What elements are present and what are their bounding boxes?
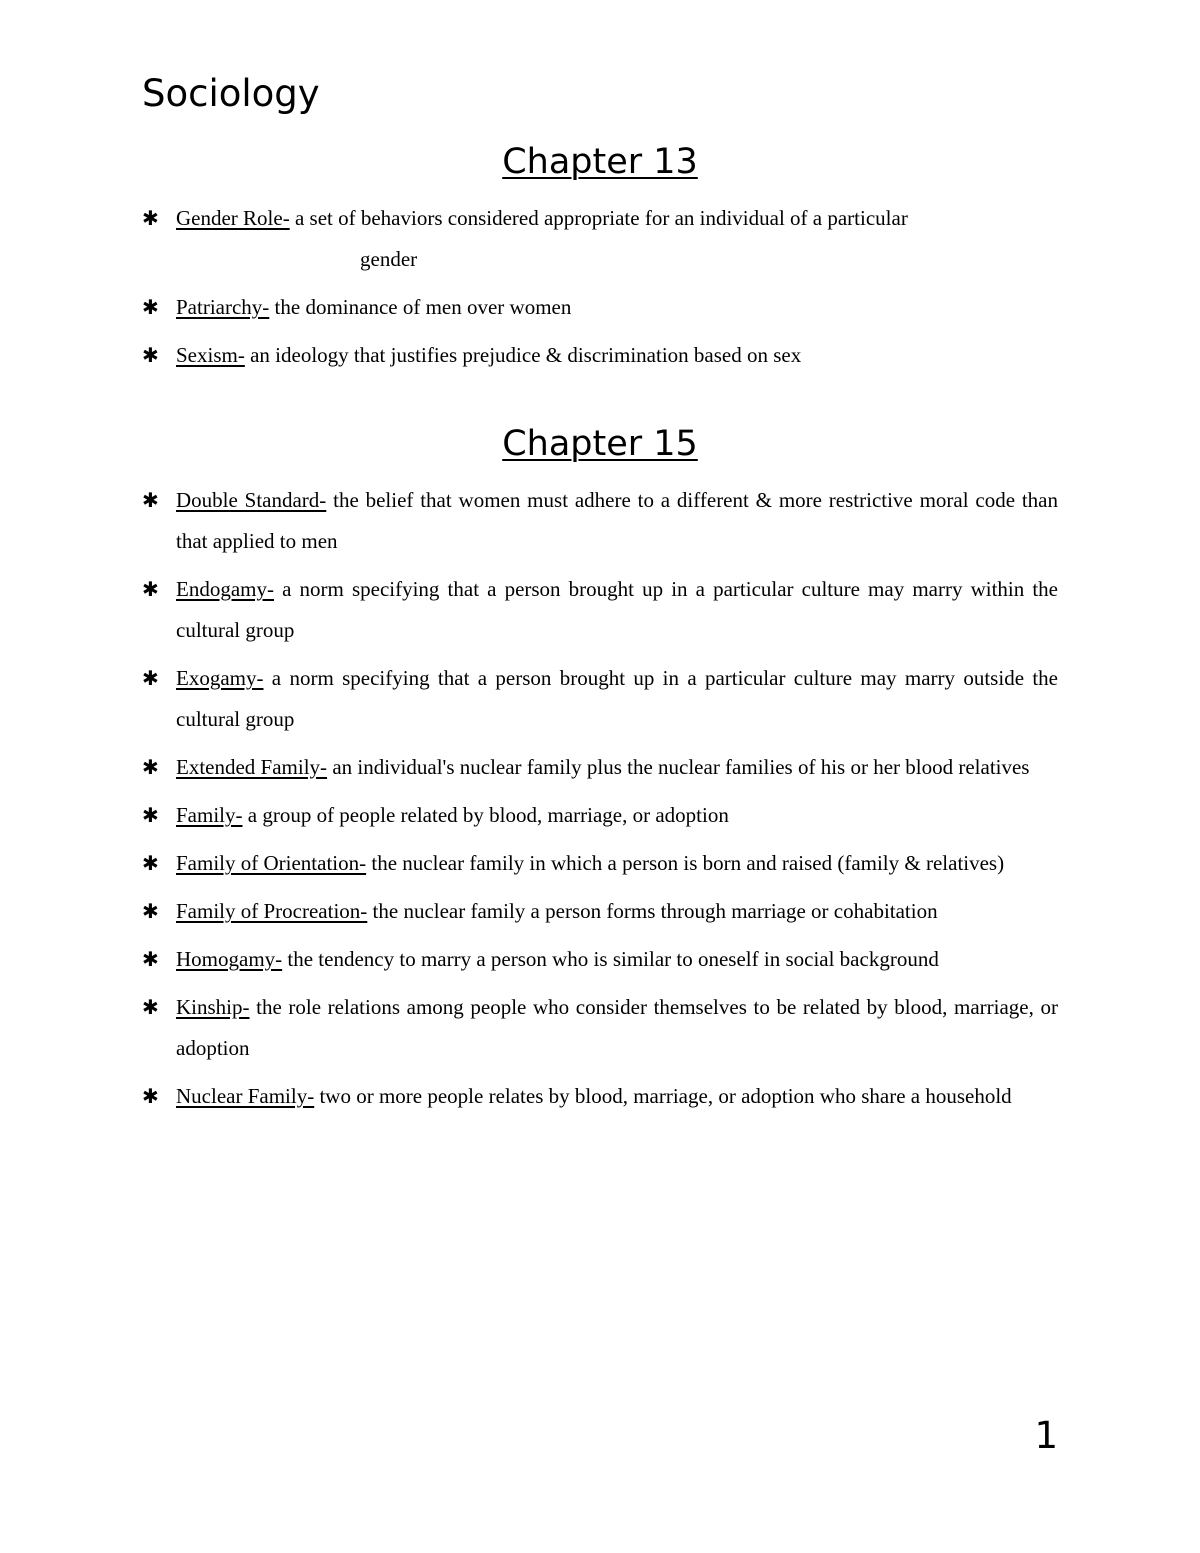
asterisk-bullet-icon: ✱ (142, 295, 159, 319)
term-definition: a group of people related by blood, marriage, or adoption (242, 803, 729, 827)
asterisk-bullet-icon: ✱ (142, 666, 159, 690)
list-item (142, 658, 1058, 740)
term-label: Family- (176, 803, 243, 827)
chapter-15-term-list (142, 480, 1058, 1124)
list-item (142, 939, 1058, 980)
list-item (142, 335, 1058, 376)
list-item (142, 891, 1058, 932)
list-item (142, 795, 1058, 836)
term-definition: a set of behaviors considered appropriate for an individual of a particular (289, 206, 908, 230)
list-item (142, 843, 1058, 884)
page-number: 1 (1034, 1414, 1058, 1457)
term-definition: the dominance of men over women (269, 295, 572, 319)
asterisk-bullet-icon: ✱ (142, 1084, 159, 1108)
term-label: Homogamy- (176, 947, 283, 971)
asterisk-bullet-icon: ✱ (142, 488, 159, 512)
asterisk-bullet-icon: ✱ (142, 577, 159, 601)
term-label: Extended Family- (176, 755, 328, 779)
term-definition: the belief that women must adhere to a different & more restrictive moral code than that applied to men (176, 488, 1058, 553)
term-definition: an individual's nuclear family plus the nuclear families of his or her blood relatives (327, 755, 1030, 779)
term-label: Kinship- (176, 995, 250, 1019)
term-definition: the tendency to marry a person who is similar to oneself in social background (282, 947, 939, 971)
asterisk-bullet-icon: ✱ (142, 851, 159, 875)
term-label: Nuclear Family- (176, 1084, 315, 1108)
term-definition: the nuclear family in which a person is born and raised (family & relatives) (366, 851, 1005, 875)
asterisk-bullet-icon: ✱ (142, 755, 159, 779)
term-label: Gender Role- (176, 206, 290, 230)
asterisk-bullet-icon: ✱ (142, 899, 159, 923)
term-label: Endogamy- (176, 577, 274, 601)
term-definition: a norm specifying that a person brought up in a particular culture may marry within the cultural group (176, 577, 1058, 642)
asterisk-bullet-icon: ✱ (142, 995, 159, 1019)
asterisk-bullet-icon: ✱ (142, 343, 159, 367)
term-definition: an ideology that justifies prejudice & discrimination based on sex (244, 343, 802, 367)
asterisk-bullet-icon: ✱ (142, 803, 159, 827)
document-title: Sociology (142, 72, 320, 115)
list-item (142, 569, 1058, 651)
chapter-15-heading: Chapter 15 (502, 424, 698, 464)
chapter-13-heading: Chapter 13 (502, 142, 698, 182)
term-definition: the role relations among people who consider themselves to be related by blood, marriage, or adoption (176, 995, 1058, 1060)
list-item (142, 287, 1058, 328)
term-definition-continuation: gender (360, 247, 418, 271)
term-label: Family of Orientation- (176, 851, 367, 875)
list-item (142, 987, 1058, 1069)
list-item (142, 198, 1058, 280)
chapter-13-term-list (142, 198, 1058, 383)
asterisk-bullet-icon: ✱ (142, 947, 159, 971)
list-item (142, 480, 1058, 562)
list-item (142, 747, 1058, 788)
term-label: Sexism- (176, 343, 245, 367)
list-item (142, 1076, 1058, 1117)
term-label: Exogamy- (176, 666, 264, 690)
term-label: Patriarchy- (176, 295, 270, 319)
term-label: Double Standard- (176, 488, 327, 512)
term-definition: a norm specifying that a person brought up in a particular culture may marry outside the cultural group (176, 666, 1058, 731)
term-definition: two or more people relates by blood, marriage, or adoption who share a household (314, 1084, 1012, 1108)
term-label: Family of Procreation- (176, 899, 368, 923)
asterisk-bullet-icon: ✱ (142, 206, 159, 230)
term-definition: the nuclear family a person forms through marriage or cohabitation (367, 899, 938, 923)
